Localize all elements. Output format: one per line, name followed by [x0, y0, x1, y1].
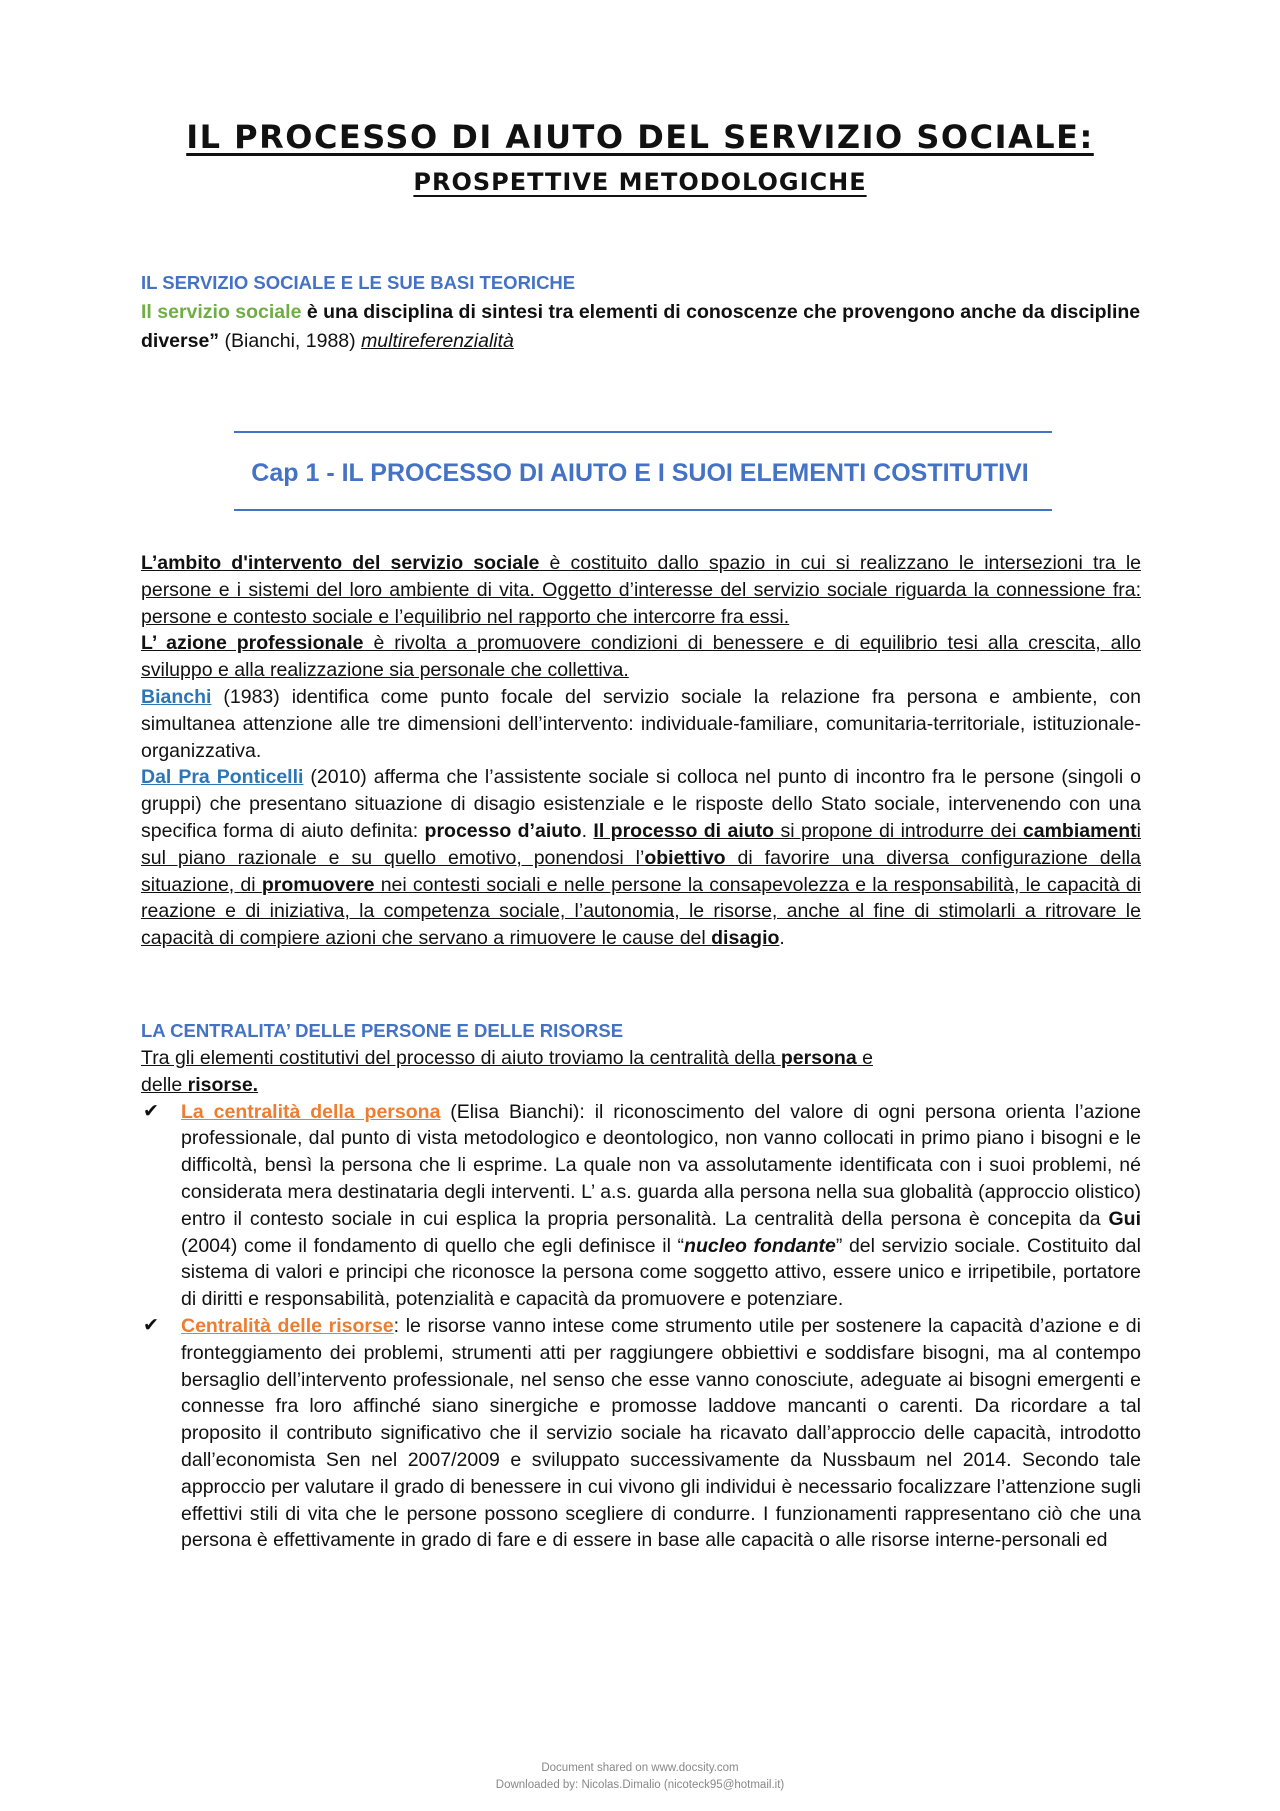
paragraph-bianchi-text: (1983) identifica come punto focale del servizio sociale la relazione fra persona e ambiente, con simultanea attenzione alle tre dimensioni dell’intervento: individuale-familiare, comunitaria-territoriale, istituzionale-organizzativa.: [141, 685, 1141, 762]
paragraph-ambito-text: è costituito dallo spazio in cui si realizzano le intersezioni tra le persone e i sistemi del loro ambiente di vita. Oggetto d’interesse del servizio sociale riguarda la connessione fra: persone e contesto sociale e l’equilibrio nel rapporto che intercorre fra essi.: [141, 552, 1141, 628]
dal-pra-text-2: .: [581, 819, 594, 842]
centralita-intro-bold-risorse: risorse.: [187, 1073, 259, 1096]
paragraph-ambito: [141, 550, 1141, 630]
paragraph-azione-lead: L’ azione professionale: [141, 632, 364, 655]
intro-paragraph: [141, 298, 1141, 356]
dal-pra-bold-5: promuovere: [261, 873, 375, 896]
section-heading-basi-teoriche: IL SERVIZIO SOCIALE E LE SUE BASI TEORICHE: [141, 272, 576, 293]
dal-pra-bold-3: cambiament: [1022, 819, 1137, 842]
item1-text-2: : il riconoscimento del valore di ogni persona orienta l’azione professionale, dal punto di vista metodologico e deontologico, non vanno collocati in primo piano i bisogni e le difficoltà, bensì la persona che li esprime. La quale non va assolutamente identificata con i suoi problemi, né considerata mera destinataria degli interventi. L’ a.s. guarda alla persona nella sua globalità (approccio olistico) entro il contesto sociale in cui esplica la propria personalità. La centralità della persona è concepita da: [181, 1100, 1141, 1230]
item1-nucleo-fondante: nucleo fondante: [684, 1234, 836, 1257]
intro-term: Il servizio sociale: [141, 301, 302, 323]
checkmark-icon: ✔: [143, 1100, 159, 1122]
item1-bold-gui: Gui: [1108, 1207, 1141, 1230]
item2-text-1: : le risorse vanno intese come strumento utile per sostenere la capacità d’azione e di fronteggiamento dei problemi, strumenti atti per raggiungere obbiettivi e soddisfare bisogni, ma al contempo bersaglio dell’intervento professionale, nel senso che esse vanno conosciute, adeguate ai bisogni emergenti e connesse fra loro affinché siano sinergiche e promosse laddove mancanti o carenti. Da ricordare a tal proposito il contributo significativo che il servizio sociale ha ricavato dall’approccio delle capacità, introdotto dall’economista Sen nel 2007/2009 e sviluppato successivamente da Nussbaum nel 2014. Secondo tale approccio per valutare il grado di benessere in cui vivono gli individui è necessario focalizzare l’attenzione sugli effettivi stili di vita che le persone possono scegliere di condurre. I funzionamenti rappresentano ciò che una persona è effettivamente in grado di fare e di essere in base alle capacità o alle risorse interne-personali ed: [181, 1314, 1141, 1552]
centralita-intro-bold-persona: persona: [780, 1047, 857, 1069]
paragraph-bianchi: [141, 684, 1141, 764]
author-link-dal-pra-ponticelli[interactable]: Dal Pra Ponticelli: [141, 766, 304, 789]
item1-text-4: ” del servizio sociale. Costituito dal sistema di valori e principi che riconosce la persona come soggetto attivo, essere unico e irripetibile, portatore di diritti e responsabilità, potenzialità e capacità da promuovere e potenziare.: [181, 1234, 1141, 1311]
paragraph-azione-text: è rivolta a promuovere condizioni di benessere e di equilibrio tesi alla crescita, allo sviluppo e alla realizzazione sia personale che collettiva.: [141, 632, 1141, 682]
chapter-body: [141, 550, 1141, 952]
intro-keyword: multireferenzialità: [361, 330, 514, 352]
dal-pra-bold-2: Il processo di aiuto: [593, 819, 775, 842]
dal-pra-bold-1: processo d’aiuto: [424, 819, 582, 842]
footer-downloaded-line: Downloaded by: Nicolas.Dimalio (nicoteck95@hotmail.it): [495, 1779, 785, 1791]
dal-pra-text-4: i sul piano razionale e su quello emotivo, ponendosi l’: [141, 819, 1142, 869]
document-subtitle: PROSPETTIVE METODOLOGICHE: [413, 168, 867, 196]
dal-pra-text-6: nei contesti sociali e nelle persone la consapevolezza e la responsabilità, le capacità di reazione e di iniziativa, la competenza sociale, l’autonomia, le risorse, anche al fine di stimolarli a ritrovare le capacità di compiere azioni che servano a rimuovere le cause del: [141, 873, 1141, 950]
chapter-divider-bottom: [234, 509, 1052, 511]
list-item-centralita-risorse: [141, 1313, 1141, 1554]
document-title: IL PROCESSO DI AIUTO DEL SERVIZIO SOCIALE:: [186, 118, 1094, 156]
dal-pra-bold-4: obiettivo: [644, 846, 726, 869]
link-centralita-risorse[interactable]: Centralità delle risorse: [181, 1314, 394, 1337]
dal-pra-text-1: (2010) afferma che l’assistente sociale si colloca nel punto di incontro fra le persone (singoli o gruppi) che presentano situazione di disagio esistenziale e le risposte dello Stato sociale, intervenendo con una specifica forma di aiuto definita:: [141, 766, 1141, 842]
dal-pra-text-5: di favorire una diversa configurazione della situazione, di: [141, 846, 1141, 896]
centralita-intro-text-1: Tra gli elementi costitutivi del processo di aiuto troviamo la centralità della: [141, 1047, 781, 1069]
chapter-title: Cap 1 - IL PROCESSO DI AIUTO E I SUOI ELEMENTI COSTITUTIVI: [251, 459, 1029, 487]
centralita-intro: [141, 1045, 1141, 1099]
item1-text-3: (2004) come il fondamento di quello che egli definisce il “: [181, 1234, 685, 1257]
checkmark-icon: ✔: [143, 1314, 159, 1336]
docsity-footer: [0, 1760, 1280, 1794]
item1-text-1: (Elisa Bianchi): [440, 1100, 580, 1123]
list-item-centralita-persona: [141, 1099, 1141, 1313]
section-heading-centralita: LA CENTRALITA’ DELLE PERSONE E DELLE RISORSE: [141, 1020, 624, 1041]
centralita-section: [141, 1045, 1141, 1554]
footer-shared-line: Document shared on www.docsity.com: [541, 1762, 739, 1774]
intro-citation: (Bianchi, 1988): [219, 330, 362, 352]
dal-pra-bold-6: disagio: [711, 927, 780, 950]
paragraph-dal-pra: [141, 764, 1141, 952]
author-link-bianchi[interactable]: Bianchi: [141, 685, 212, 708]
chapter-divider-top: [234, 431, 1052, 433]
link-centralita-persona[interactable]: La centralità della persona: [181, 1100, 441, 1123]
paragraph-azione: [141, 630, 1141, 684]
dal-pra-text-7: .: [779, 927, 785, 950]
dal-pra-text-3: si propone di introdurre dei: [774, 819, 1023, 842]
paragraph-ambito-lead: L’ambito d'intervento del servizio sociale: [141, 552, 540, 574]
centralita-intro-text-2: e: [856, 1047, 873, 1069]
centralita-intro-text-3: delle: [141, 1073, 188, 1096]
intro-definition: è una disciplina di sintesi tra elementi di conoscenze che provengono anche da discipline diverse”: [141, 301, 1141, 352]
